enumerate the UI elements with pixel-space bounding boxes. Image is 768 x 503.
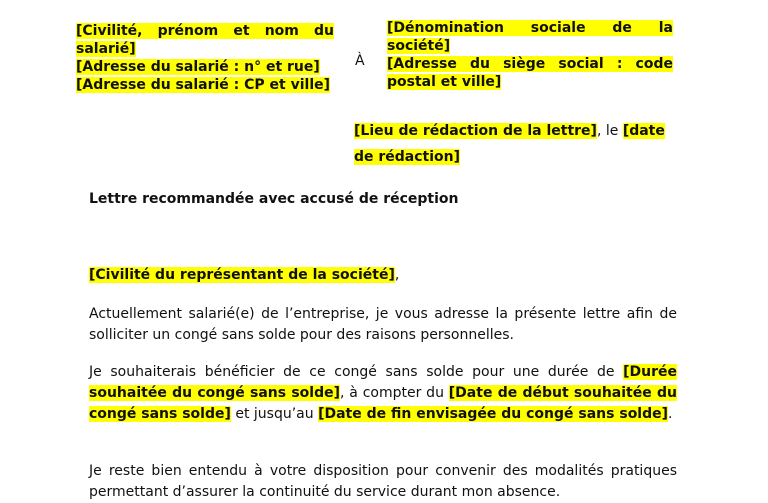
salutation-suffix: , [394,267,400,283]
paragraph-1: Actuellement salarié(e) de l’entreprise, je vous adresse la présente lettre afin de solliciter un congé sans solde pour des raisons personnelles. [89,306,677,343]
paragraph-2-text-4: . [668,406,673,422]
place-date-line [354,118,674,170]
sender-city-placeholder: [Adresse du salarié : CP et ville] [76,77,331,93]
recipient-prefix: À [355,53,365,69]
paragraph-3: Je reste bien entendu à votre disposition pour convenir des modalités pratiques permettant d’assurer la continuité du service durant mon absence. [89,463,677,500]
paragraph-2-text-3: et jusqu’au [230,406,319,422]
start-date-placeholder: [Date de début souhaitée du congé sans solde] [89,385,677,422]
salutation-line [89,266,399,284]
paragraph-2-text-1: Je souhaiterais bénéficier de ce congé sans solde pour une durée de [89,364,624,380]
duration-placeholder: [Durée souhaitée du congé sans solde] [89,364,677,401]
place-date-connector: , le [596,123,623,139]
sender-address-block [76,22,334,94]
recipient-company-placeholder: [Dénomination sociale de la société] [387,20,673,54]
date-placeholder: [date de rédaction] [354,123,665,165]
sender-street-placeholder: [Adresse du salarié : n° et rue] [76,59,320,75]
recipient-head-office-placeholder: [Adresse du siège social : code postal et ville] [387,56,673,90]
salutation-placeholder: [Civilité du représentant de la société] [89,267,395,283]
place-placeholder: [Lieu de rédaction de la lettre] [354,123,597,139]
end-date-placeholder: [Date de fin envisagée du congé sans solde] [318,406,669,422]
sender-name-placeholder: [Civilité, prénom et nom du salarié] [76,23,334,57]
recipient-address-block [387,19,673,91]
paragraph-2-text-2: , à compter du [340,385,449,401]
paragraph-2 [89,362,677,425]
letter-subject: Lettre recommandée avec accusé de réception [89,191,459,207]
